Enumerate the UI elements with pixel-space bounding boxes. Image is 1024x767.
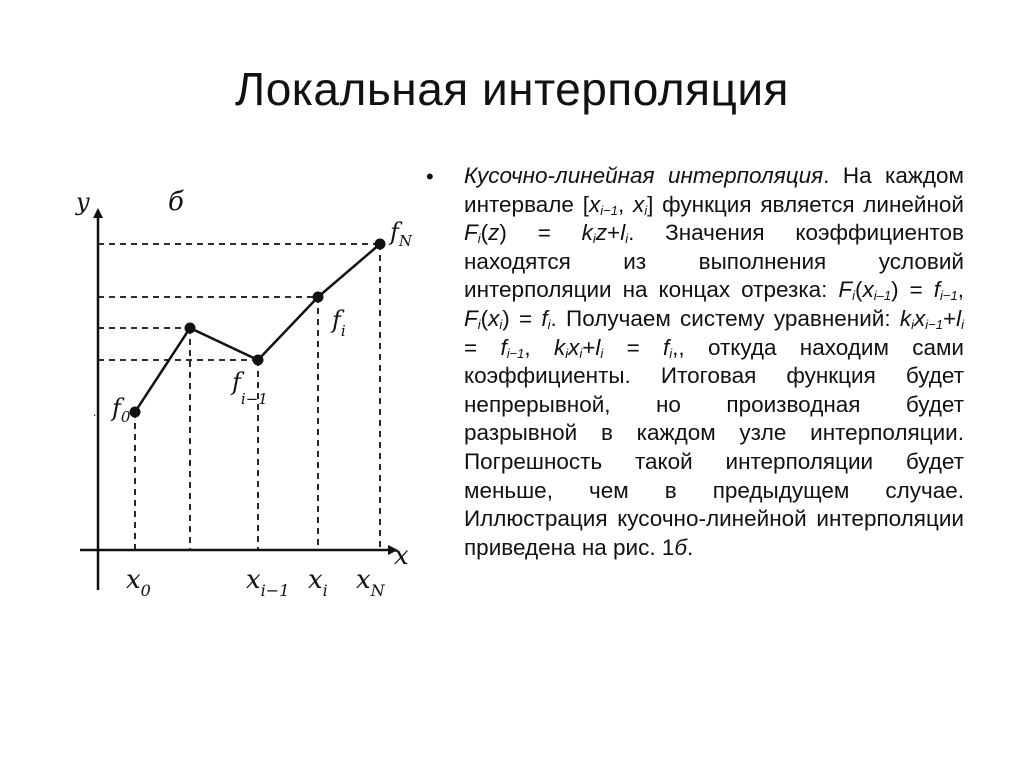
node-fN [375,239,386,250]
node-fi [313,292,324,303]
f0-tick-mark: . [93,405,97,419]
label-f0: $f_0$ [112,394,131,426]
y-axis-label: y [76,188,90,216]
node-f0 [130,407,141,418]
label-x0: $x_0$ [126,565,151,600]
label-xi: $x_i$ [308,565,328,600]
interpolation-figure [60,180,420,620]
description-paragraph: Кусочно-линейная интерполяция. На каждом интервале [$x_{i-1}$, $x_i$] функция является линейной $F_i(z) = k_iz+l_i$. Значения коэффициентов находятся из выполнения условий интерполяции на концах отрезка: $F_i(x_{i-1}) = f_{i-1}$, $F_i(x_i) = f_i$. Получаем систему уравнений: $k_ix_{i-1}+l_i = f_{i-1}$, $k_ix_i+l_i = f_i$,, откуда находим сами коэффициенты. Итоговая функция будет непрерывной, но производная будет разрывной в каждом узле интерполяции. Погрешность такой интерполяции будет меньше, чем в предыдущем случае. Иллюстрация кусочно-линейной интерполяции приведена на рис. 1б. [464,163,964,560]
node-fim1 [253,355,264,366]
slide-title: Локальная интерполяция [235,63,789,115]
label-fim1: $f_{i-1}$ [232,368,268,408]
panel-label: б [168,187,184,217]
label-fi: $f_i$ [332,306,346,340]
bullet-marker: • [426,164,434,189]
label-fN: $f_N$ [390,218,413,250]
label-xim1: $x_{i-1}$ [246,565,290,600]
node-f1 [185,323,196,334]
label-xN: $x_N$ [356,565,385,600]
x-axis-label: x [394,541,409,571]
